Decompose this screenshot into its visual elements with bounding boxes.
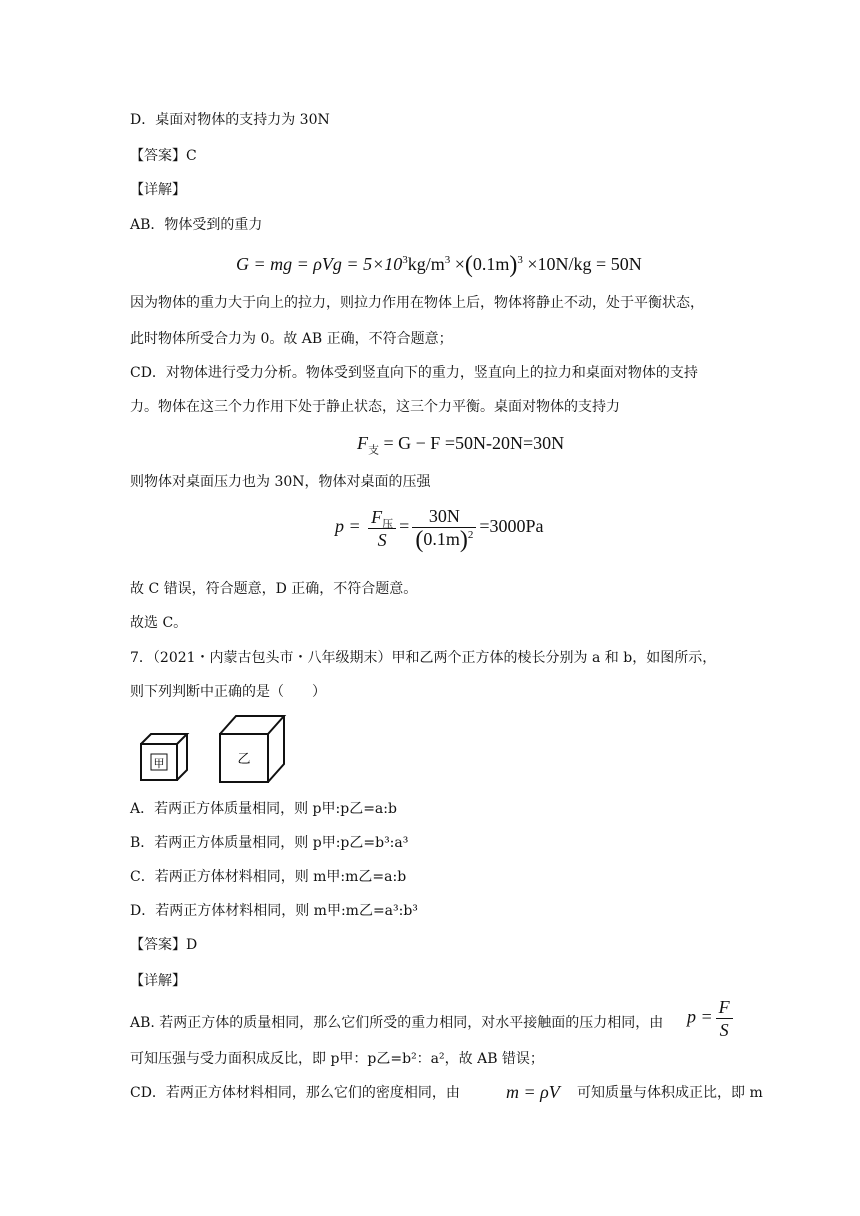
line-cd-material-same: CD．若两正方体材料相同，那么它们的密度相同，由 (130, 1085, 460, 1101)
detail-label-2: 【详解】 (130, 973, 186, 989)
option-a: A．若两正方体质量相同，则 p甲:p乙=a:b (130, 801, 397, 817)
line-direct-ratio: 可知质量与体积成正比，即 m (577, 1085, 763, 1101)
line-cd-analysis: CD．对物体进行受力分析。物体受到竖直向下的重力，竖直向上的拉力和桌面对物体的支持 (130, 365, 698, 381)
question-7-stem: 7．（2021・内蒙古包头市・八年级期末）甲和乙两个正方体的棱长分别为 a 和 b，如图所示， (130, 650, 717, 666)
cubes-figure (136, 712, 306, 787)
equation-pressure: p = $\frac{F_压}{S}$ = $\frac{30N}{(0.1m)^2}$ =3000Pa (335, 506, 544, 553)
line-three-forces: 力。物体在这三个力作用下处于静止状态，这三个力平衡。桌面对物体的支持力 (130, 399, 620, 415)
cube-label-yi: 乙 (237, 752, 251, 767)
line-c-wrong: 故 C 错误，符合题意，D 正确，不符合题意。 (130, 581, 418, 597)
cube-label-jia: 甲 (153, 757, 165, 770)
question-7-prompt: 则下列判断中正确的是（ ） (130, 684, 326, 700)
line-static-reason: 因为物体的重力大于向上的拉力，则拉力作用在物体上后，物体将静止不动，处于平衡状态， (130, 295, 704, 311)
detail-label-1: 【详解】 (130, 182, 186, 198)
option-d: D．若两正方体材料相同，则 m甲:m乙=a³:b³ (130, 903, 418, 919)
line-ab-gravity: AB．物体受到的重力 (130, 217, 263, 233)
cube-yi (220, 716, 284, 782)
equation-pressure-def: p = $\frac{F}{S}$ (687, 996, 736, 1041)
option-b: B．若两正方体质量相同，则 p甲:p乙=b³:a³ (130, 835, 409, 851)
line-option-d: D．桌面对物体的支持力为 30N (130, 112, 330, 128)
answer-label-2: 【答案】D (130, 937, 198, 953)
line-inverse-ratio: 可知压强与受力面积成反比，即 p甲：p乙=b²：a²，故 AB 错误； (130, 1051, 544, 1067)
equation-support-force: $F_支 = G - F =50N-20N=30N$ (357, 433, 565, 457)
equation-mass-def: m = ρV (506, 1082, 560, 1102)
answer-label-1: 【答案】C (130, 148, 197, 164)
line-net-force: 此时物体所受合力为 0。故 AB 正确，不符合题意； (130, 331, 453, 347)
line-ab-mass-same: AB. 若两正方体的质量相同，那么它们所受的重力相同，对水平接触面的压力相同，由 (130, 1015, 664, 1031)
equation-gravity: G = mg = $\rho Vg = 5\times 10^3kg/m^3 \times(0.1m)^3 \times 10N/kg = 50N$ (236, 252, 642, 278)
option-c: C．若两正方体材料相同，则 m甲:m乙=a:b (130, 869, 407, 885)
line-choose-c: 故选 C。 (130, 615, 188, 631)
line-pressure-intro: 则物体对桌面压力也为 30N，物体对桌面的压强 (130, 474, 431, 490)
